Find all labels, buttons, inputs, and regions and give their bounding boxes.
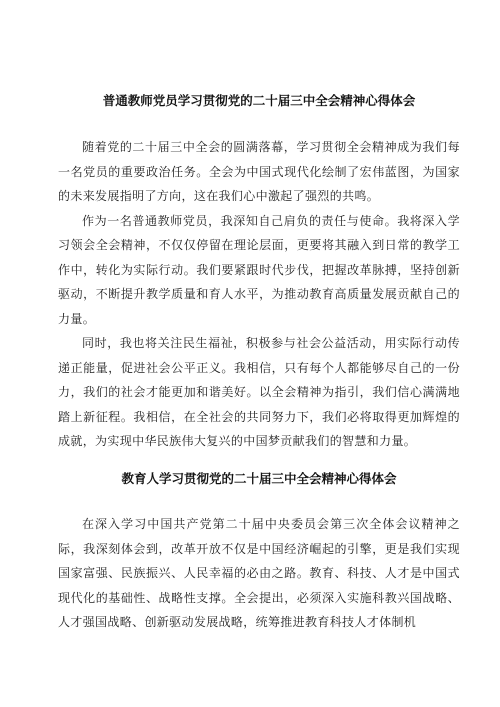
article-title: 教育人学习贯彻党的二十届三中全会精神心得体会 — [121, 471, 397, 486]
article-body — [58, 512, 460, 635]
paragraph: 作为一名普通教师党员，我深知自己肩负的责任与使命。我将深入学习领会全会精神，不仅仅停留在理论层面，更要将其融入到日常的教学工作中，转化为实际行动。我们要紧跟时代步伐，把握改革脉搏，坚持创新驱动，不断提升教学质量和育人水平，为推动教育高质量发展贡献自己的力量。 — [58, 213, 460, 326]
article-title: 普通教师党员学习贯彻党的二十届三中全会精神心得体会 — [102, 93, 416, 108]
article-teacher-party-member — [58, 92, 460, 454]
article-educator — [58, 470, 460, 635]
article-body — [58, 135, 460, 454]
paragraph: 随着党的二十届三中全会的圆满落幕，学习贯彻全会精神成为我们每一名党员的重要政治任务。全会为中国式现代化绘制了宏伟蓝图，为国家的未来发展指明了方向，这在我们心中激起了强烈的共鸣。 — [58, 140, 460, 203]
paragraph: 同时，我也将关注民生福祉，积极参与社会公益活动，用实际行动传递正能量，促进社会公平正义。我相信，只有每个人都能够尽自己的一份力，我们的社会才能更加和谐美好。以全会精神为指引，我们信心满满地踏上新征程。我相信，在全社会的共同努力下，我们必将取得更加辉煌的成就，为实现中华民族伟大复兴的中国梦贡献我们的智慧和力量。 — [58, 336, 460, 448]
paragraph: 在深入学习中国共产党第二十届中央委员会第三次全体会议精神之际，我深刻体会到，改革开放不仅是中国经济崛起的引擎，更是我们实现国家富强、民族振兴、人民幸福的必由之路。教育、科技、人才是中国式现代化的基础性、战略性支撑。全会提出，必须深入实施科教兴国战略、人才强国战略、创新驱动发展战略，统筹推进教育科技人才体制机 — [58, 517, 460, 629]
